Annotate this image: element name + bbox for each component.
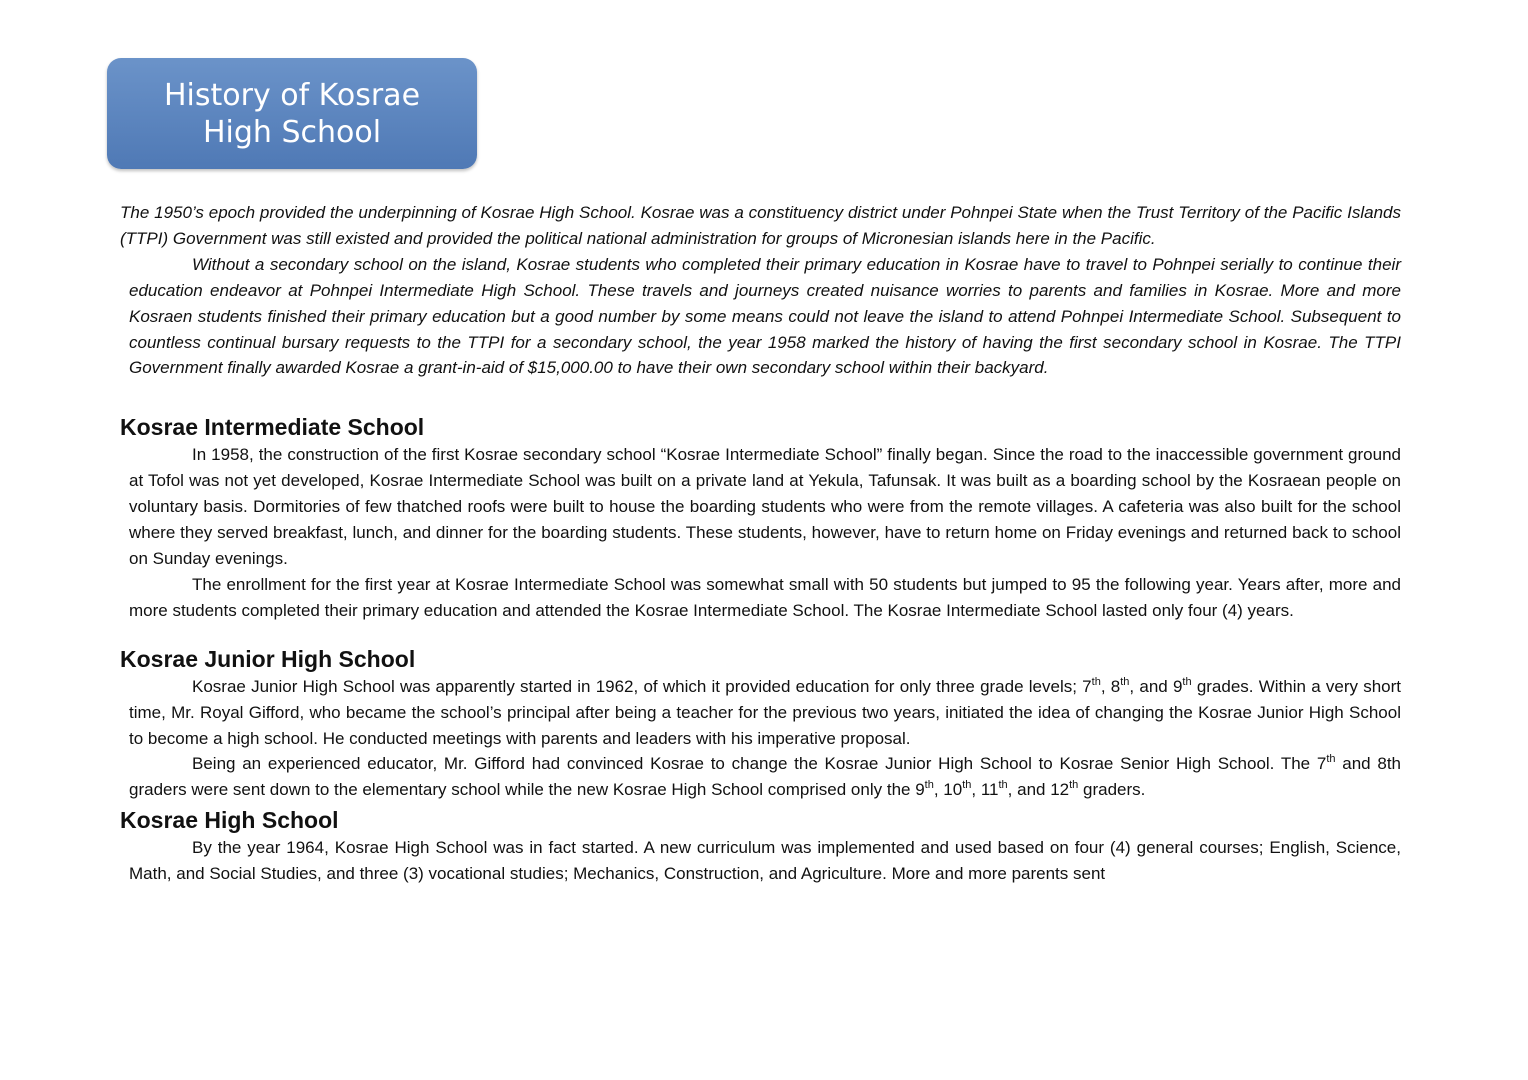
section-heading-junior-high: Kosrae Junior High School bbox=[120, 645, 416, 672]
intro-paragraph-1: The 1950’s epoch provided the underpinning of Kosrae High School. Kosrae was a constituency district under Pohnpei State when the Trust Territory of the Pacific Islands (TTPI) Government was still existed and provided the political national administration for groups of Micronesian islands here in the Pacific. bbox=[120, 203, 1401, 248]
document-body bbox=[120, 200, 1401, 887]
intermediate-paragraph-1: In 1958, the construction of the first Kosrae secondary school “Kosrae Intermediate School” finally began. Since the road to the inaccessible government ground at Tofol was not yet developed, Kosrae Intermediate School was built on a private land at Yekula, Tafunsak. It was built as a boarding school by the Kosraean people on voluntary basis. Dormitories of few thatched roofs were built to house the boarding students who were from the remote villages. A cafeteria was also built for the school where they served breakfast, lunch, and dinner for the boarding students. These students, however, have to return home on Friday evenings and returned back to school on Sunday evenings. bbox=[129, 445, 1401, 568]
intro-paragraph-2: Without a secondary school on the island, Kosrae students who completed their primary education in Kosrae have to travel to Pohnpei serially to continue their education endeavor at Pohnpei Intermediate High School. These travels and journeys created nuisance worries to parents and families in Kosrae. More and more Kosraen students finished their primary education but a good number by some means could not leave the island to attend Pohnpei Intermediate School. Subsequent to countless continual bursary requests to the TTPI for a secondary school, the year 1958 marked the history of having the first secondary school in Kosrae. The TTPI Government finally awarded Kosrae a grant-in-aid of $15,000.00 to have their own secondary school within their backyard. bbox=[129, 254, 1401, 378]
title-banner bbox=[107, 58, 477, 169]
intro-section bbox=[120, 200, 1401, 381]
section-heading-intermediate: Kosrae Intermediate School bbox=[120, 414, 425, 441]
high-school-paragraph-1: By the year 1964, Kosrae High School was in fact started. A new curriculum was implemented and used based on four (4) general courses; English, Science, Math, and Social Studies, and three (3) vocational studies; Mechanics, Construction, and Agriculture. More and more parents sent bbox=[129, 838, 1401, 884]
junior-high-paragraph-1: Kosrae Junior High School was apparently started in 1962, of which it provided education for only three grade levels; 7th, 8th, and 9th grades. Within a very short time, Mr. Royal Gifford, who became the school’s principal after being a teacher for the previous two years, initiated the idea of changing the Kosrae Junior High School to become a high school. He conducted meetings with parents and leaders with his imperative proposal. bbox=[129, 675, 1401, 748]
page-title-line-2: High School bbox=[202, 114, 382, 150]
section-heading-high-school: Kosrae High School bbox=[120, 807, 339, 834]
junior-high-paragraph-2: Being an experienced educator, Mr. Gifford had convinced Kosrae to change the Kosrae Junior High School to Kosrae Senior High School. The 7th and 8th graders were sent down to the elementary school while the new Kosrae High School comprised only the 9th, 10th, 11th, and 12th graders. bbox=[129, 753, 1401, 800]
page-title-line-1: History of Kosrae bbox=[163, 77, 421, 113]
intermediate-paragraph-2: The enrollment for the first year at Kosrae Intermediate School was somewhat small with 50 students but jumped to 95 the following year. Years after, more and more students completed their primary education and attended the Kosrae Intermediate School. The Kosrae Intermediate School lasted only four (4) years. bbox=[129, 574, 1401, 620]
page-title bbox=[164, 77, 420, 151]
